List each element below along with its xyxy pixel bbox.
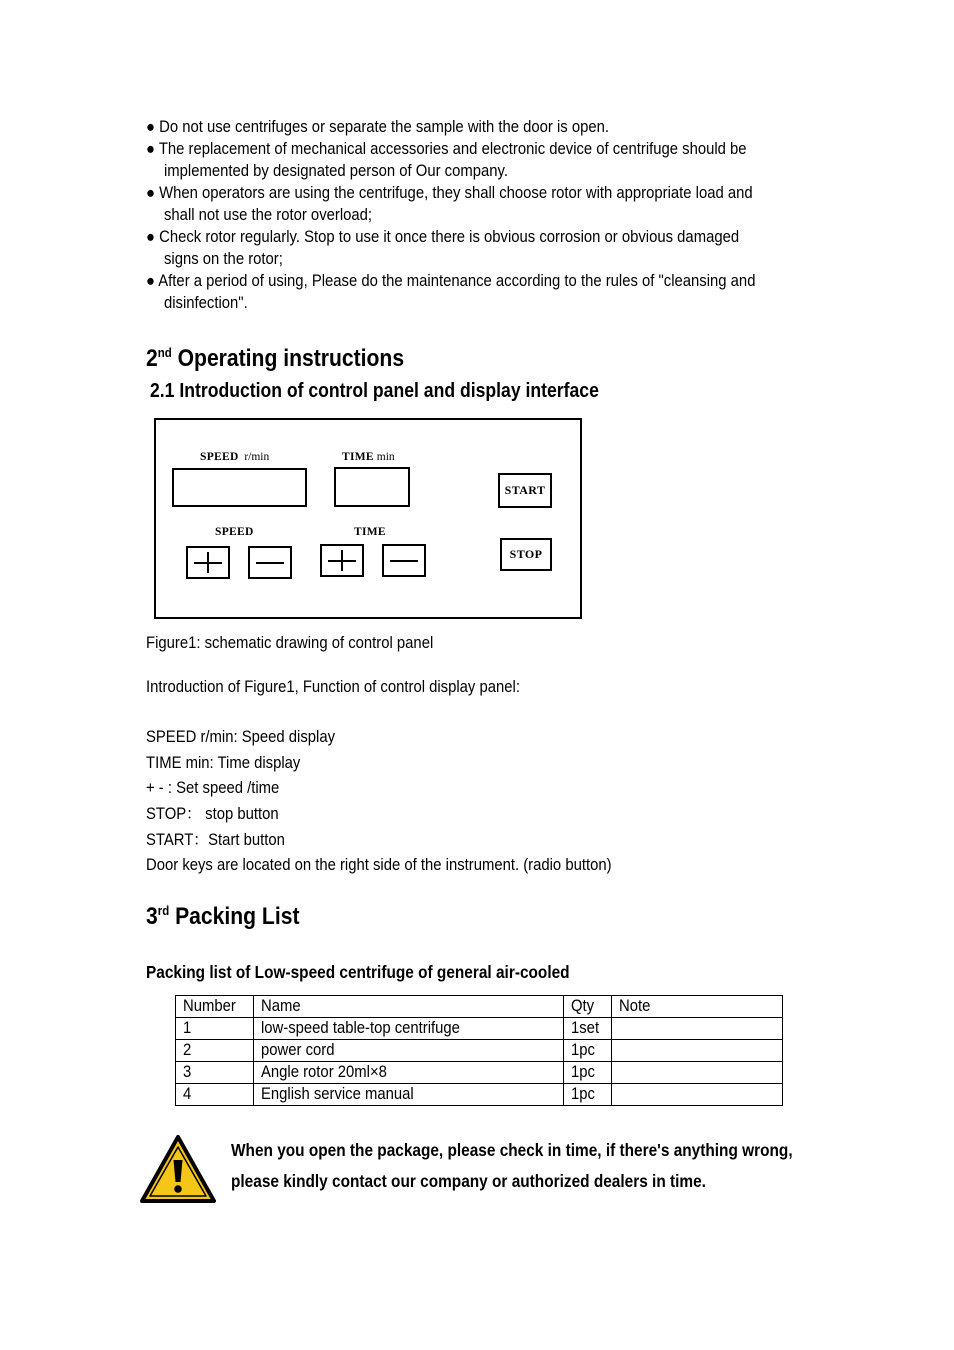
warning-line-1: When you open the package, please check in time, if there's anything wrong, [231, 1140, 793, 1160]
time-minus-button[interactable] [382, 544, 426, 577]
function-line: STOP： stop button [146, 805, 279, 823]
section-number: 3 [146, 903, 158, 930]
table-cell: 1set [564, 1018, 612, 1040]
start-button[interactable] [498, 473, 552, 508]
safety-bullet-list [146, 116, 886, 314]
bullet-line-continuation: implemented by designated person of Our company. [164, 162, 508, 180]
function-line: + - : Set speed /time [146, 779, 280, 797]
figure-caption: Figure1: schematic drawing of control panel [146, 634, 434, 652]
table-cell: 4 [176, 1084, 254, 1106]
table-cell: low-speed table-top centrifuge [254, 1018, 564, 1040]
table-header-cell: Qty [564, 996, 612, 1018]
table-cell: power cord [254, 1040, 564, 1062]
bullet-item [146, 182, 812, 226]
warning-triangle-icon [139, 1133, 217, 1205]
bullet-line: ● Do not use centrifuges or separate the sample with the door is open. [146, 118, 609, 136]
control-panel-diagram [154, 418, 582, 619]
time-display-label: TIME min [342, 451, 395, 463]
bullet-item [146, 226, 812, 270]
bullet-line-continuation: disinfection". [164, 294, 248, 312]
bullet-line: ● When operators are using the centrifuge, they shall choose rotor with appropriate load and [146, 184, 753, 202]
start-button-label: START [504, 483, 546, 497]
table-cell: 1pc [564, 1040, 612, 1062]
section-2-heading [146, 345, 404, 373]
function-line: SPEED r/min: Speed display [146, 728, 336, 746]
section-number: 2 [146, 345, 158, 372]
function-line: Door keys are located on the right side of the instrument. (radio button) [146, 856, 612, 874]
function-line: TIME min: Time display [146, 754, 301, 772]
bullet-line: ● The replacement of mechanical accessories and electronic device of centrifuge should be [146, 140, 747, 158]
table-cell: 1pc [564, 1062, 612, 1084]
table-row [176, 1062, 783, 1084]
subsection-2-1-heading: 2.1 Introduction of control panel and display interface [150, 380, 599, 402]
table-row [176, 1040, 783, 1062]
table-header-cell: Number [176, 996, 254, 1018]
table-row [176, 1018, 783, 1040]
bullet-line-continuation: signs on the rotor; [164, 250, 283, 268]
bullet-item [146, 116, 812, 138]
bullet-item [146, 138, 812, 182]
table-cell [612, 1040, 783, 1062]
table-cell: 1pc [564, 1084, 612, 1106]
bullet-line: ● After a period of using, Please do the maintenance according to the rules of "cleansing and [146, 272, 756, 290]
packing-list-table [175, 995, 783, 1106]
bullet-item [146, 270, 812, 314]
speed-display [172, 468, 307, 507]
time-keys-label: TIME [354, 526, 386, 538]
speed-display-label: SPEED r/min [200, 451, 270, 463]
stop-button[interactable] [500, 538, 552, 571]
ordinal-suffix: nd [157, 345, 172, 360]
speed-keys-label: SPEED [215, 526, 254, 538]
table-header-cell: Name [254, 996, 564, 1018]
table-cell: 1 [176, 1018, 254, 1040]
table-row [176, 1084, 783, 1106]
warning-line-2: please kindly contact our company or authorized dealers in time. [231, 1171, 706, 1191]
section-3-heading [146, 903, 299, 931]
table-cell: 2 [176, 1040, 254, 1062]
time-plus-button[interactable] [320, 544, 364, 577]
table-header-cell: Note [612, 996, 783, 1018]
bullet-line: ● Check rotor regularly. Stop to use it once there is obvious corrosion or obvious damaged [146, 228, 740, 246]
packing-table-title: Packing list of Low-speed centrifuge of general air-cooled [146, 962, 570, 982]
time-display [334, 467, 410, 507]
table-cell [612, 1018, 783, 1040]
section-title: Operating instructions [177, 345, 405, 372]
table-cell: Angle rotor 20ml×8 [254, 1062, 564, 1084]
table-cell [612, 1062, 783, 1084]
table-cell [612, 1084, 783, 1106]
table-cell: English service manual [254, 1084, 564, 1106]
stop-button-label: STOP [509, 547, 543, 561]
table-cell: 3 [176, 1062, 254, 1084]
table-header-row [176, 996, 783, 1018]
intro-paragraph: Introduction of Figure1, Function of control display panel: [146, 678, 520, 696]
bullet-line-continuation: shall not use the rotor overload; [164, 206, 373, 224]
ordinal-suffix: rd [157, 903, 170, 918]
speed-minus-button[interactable] [248, 546, 292, 579]
speed-plus-button[interactable] [186, 546, 230, 579]
section-title: Packing List [175, 903, 300, 930]
function-line: START：Start button [146, 831, 285, 849]
